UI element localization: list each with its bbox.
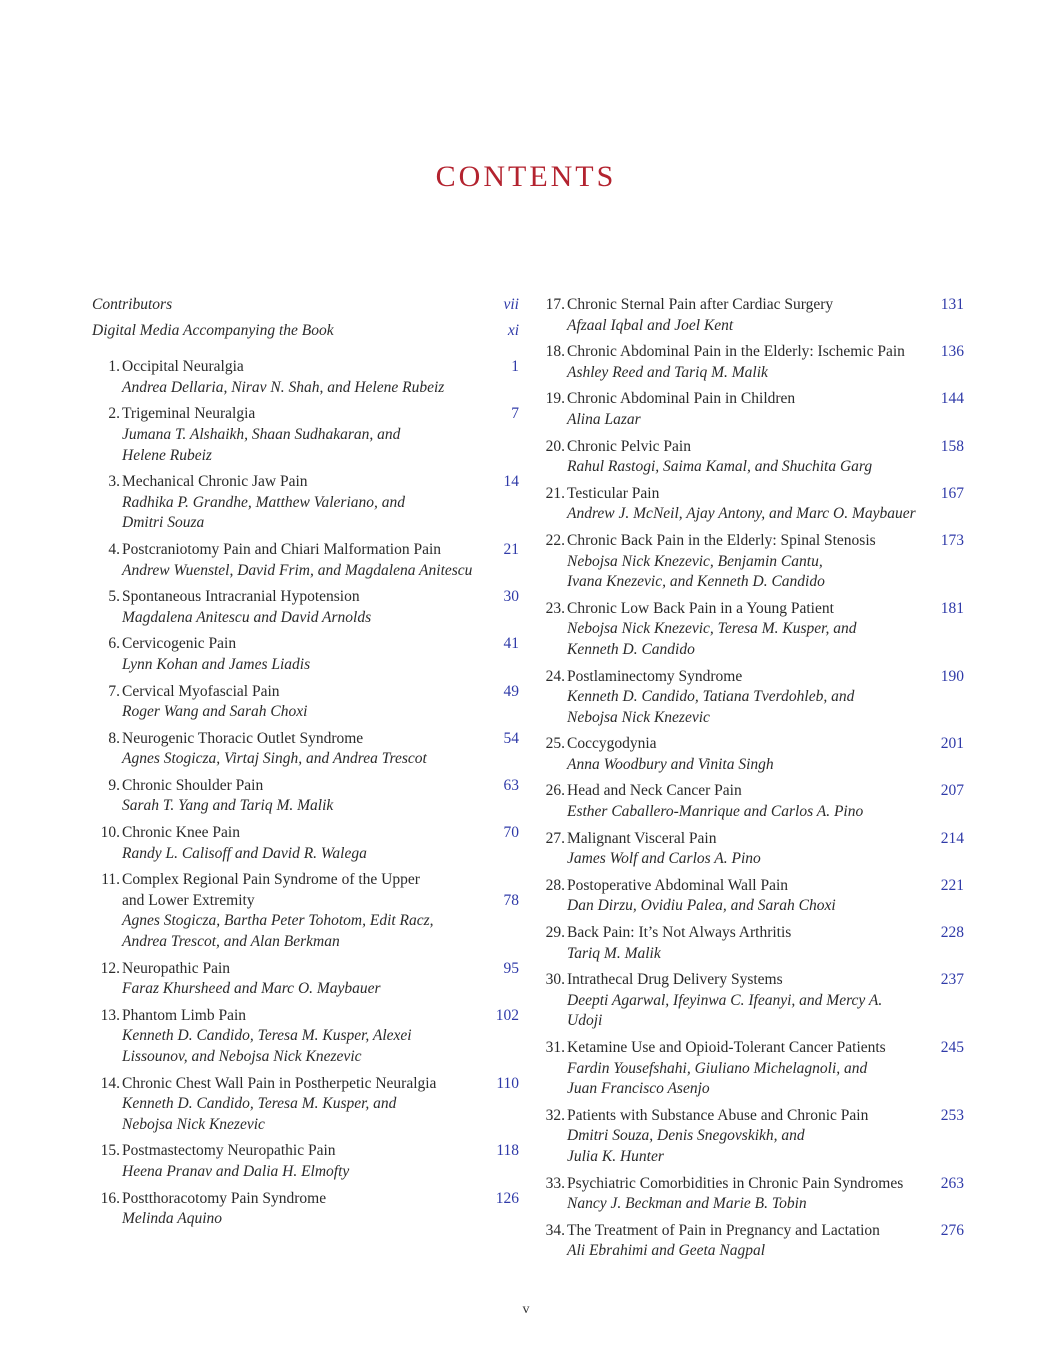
chapter-authors: Magdalena Anitescu and David Arnolds: [122, 608, 372, 626]
toc-entry[interactable]: [537, 1038, 964, 1100]
chapter-title: Cervicogenic Pain: [122, 635, 237, 653]
chapter-title: Postlaminectomy Syndrome: [567, 667, 743, 685]
toc-entry[interactable]: [92, 1141, 519, 1182]
chapter-title: Occipital Neuralgia: [122, 358, 244, 376]
chapter-authors: Dmitri Souza: [122, 514, 205, 532]
chapter-text: [567, 923, 964, 964]
chapter-authors: Ali Ebrahimi and Geeta Nagpal: [567, 1242, 766, 1260]
page-number: 263: [940, 1174, 964, 1192]
page-number: 207: [940, 782, 964, 800]
chapter-number: 26.: [545, 782, 565, 800]
chapter-title: Chronic Back Pain in the Elderly: Spinal Stenosis: [567, 531, 876, 549]
chapter-number: 31.: [545, 1039, 565, 1056]
toc-entry[interactable]: [92, 540, 519, 581]
page-number: 21: [503, 540, 519, 558]
chapter-title: Intrathecal Drug Delivery Systems: [567, 971, 783, 989]
toc-entry[interactable]: [537, 437, 964, 478]
chapter-text: [567, 342, 964, 383]
chapter-text: [567, 734, 964, 775]
chapter-authors: Roger Wang and Sarah Choxi: [122, 703, 308, 721]
chapter-authors: Kenneth D. Candido, Tatiana Tverdohleb, and: [567, 688, 855, 706]
chapter-number: 9.: [108, 776, 120, 794]
toc-entry[interactable]: [92, 1074, 519, 1136]
chapter-number: 4.: [108, 540, 120, 558]
chapter-title: and Lower Extremity: [122, 891, 255, 909]
chapter-title: Complex Regional Pain Syndrome of the Upper: [122, 871, 420, 889]
chapter-title: Chronic Abdominal Pain in Children: [567, 390, 796, 408]
page-title: CONTENTS: [435, 160, 617, 193]
chapter-text: [567, 781, 964, 822]
chapter-title: Ketamine Use and Opioid-Tolerant Cancer Patients: [567, 1039, 886, 1056]
chapter-authors: Kenneth D. Candido, Teresa M. Kusper, Alexei: [122, 1027, 412, 1045]
chapter-text: [122, 357, 519, 398]
chapter-title: Postmastectomy Neuropathic Pain: [122, 1142, 336, 1160]
page-number: 63: [503, 776, 519, 794]
chapter-text: [122, 823, 519, 864]
page-number: 126: [495, 1189, 519, 1207]
chapter-number: 32.: [545, 1106, 565, 1124]
toc-entry[interactable]: [92, 404, 519, 466]
chapter-number: 12.: [100, 959, 120, 977]
chapter-title: Spontaneous Intracranial Hypotension: [122, 588, 360, 606]
chapter-title: Phantom Limb Pain: [122, 1006, 246, 1024]
chapter-title: Head and Neck Cancer Pain: [567, 782, 742, 800]
chapter-title: Back Pain: It’s Not Always Arthritis: [567, 924, 792, 942]
chapter-authors: Andrea Dellaria, Nirav N. Shah, and Helene Rubeiz: [122, 378, 445, 396]
chapter-title: Neuropathic Pain: [122, 959, 231, 977]
chapter-text: [122, 1074, 519, 1136]
page-number: 30: [503, 588, 519, 606]
chapter-authors: Alina Lazar: [567, 410, 641, 428]
chapter-number: 7.: [108, 682, 120, 700]
chapter-text: [567, 389, 964, 430]
page-number: 110: [496, 1074, 519, 1092]
chapter-text: [122, 1006, 519, 1068]
toc-entry[interactable]: [92, 1189, 519, 1230]
entry-title: Contributors: [92, 296, 173, 313]
page-number: 102: [495, 1006, 519, 1024]
chapter-number: 1.: [108, 358, 120, 376]
chapter-number: 33.: [545, 1174, 565, 1192]
chapter-text: [122, 729, 519, 770]
page-number: 131: [940, 296, 964, 313]
page-number: 54: [503, 729, 519, 747]
chapter-authors: Melinda Aquino: [122, 1210, 223, 1228]
toc-entry[interactable]: [537, 876, 964, 917]
chapter-number: 3.: [108, 473, 120, 491]
front-matter-entry[interactable]: [92, 295, 519, 316]
chapter-text: [122, 682, 519, 723]
toc-entry[interactable]: [92, 870, 519, 952]
page-number: 118: [496, 1142, 519, 1160]
chapter-authors: Andrew Wuenstel, David Frim, and Magdalena Anitescu: [122, 561, 473, 579]
chapter-number: 6.: [108, 635, 120, 653]
chapter-title: Cervical Myofascial Pain: [122, 682, 280, 700]
chapter-number: 34.: [545, 1221, 565, 1239]
page-number: 237: [940, 971, 964, 989]
chapter-authors: Nebojsa Nick Knezevic: [122, 1115, 265, 1133]
chapter-authors: Andrew J. McNeil, Ajay Antony, and Marc O. Maybauer: [567, 505, 916, 523]
toc-entry[interactable]: [537, 667, 964, 729]
page-number: 1: [511, 358, 519, 376]
page-number: 70: [503, 824, 519, 842]
page-number: 158: [940, 437, 964, 455]
toc-entry[interactable]: [92, 729, 519, 770]
toc-entry[interactable]: [92, 357, 519, 398]
chapter-text: [122, 959, 519, 1000]
toc-entry[interactable]: [92, 776, 519, 817]
toc-entry[interactable]: [92, 682, 519, 723]
chapter-authors: Faraz Khursheed and Marc O. Maybauer: [122, 980, 381, 998]
chapter-authors: Kenneth D. Candido: [567, 640, 695, 658]
page-number: 190: [940, 667, 964, 685]
chapter-authors: Sarah T. Yang and Tariq M. Malik: [122, 797, 334, 815]
chapter-authors: Fardin Yousefshahi, Giuliano Michelagnoli, and: [567, 1059, 868, 1077]
page-number: 221: [940, 876, 964, 894]
toc-entry[interactable]: [92, 472, 519, 534]
chapter-text: [122, 776, 519, 817]
chapter-number: 2.: [108, 405, 120, 423]
chapter-number: 29.: [545, 924, 565, 942]
chapter-authors: Heena Pranav and Dalia H. Elmofty: [122, 1162, 350, 1180]
chapter-text: [122, 1189, 519, 1230]
toc-entry[interactable]: [537, 781, 964, 822]
chapter-text: [122, 404, 519, 466]
chapter-title: Malignant Visceral Pain: [567, 829, 717, 847]
chapter-authors: Dmitri Souza, Denis Snegovskikh, and: [567, 1127, 805, 1145]
toc-entry[interactable]: [537, 295, 964, 336]
chapter-text: [122, 540, 519, 581]
chapter-authors: Agnes Stogicza, Bartha Peter Tohotom, Edit Racz,: [122, 912, 434, 930]
toc-entry[interactable]: [92, 823, 519, 864]
front-matter-entry[interactable]: [92, 321, 519, 342]
chapter-authors: Rahul Rastogi, Saima Kamal, and Shuchita Garg: [567, 458, 873, 476]
chapter-title: Postthoracotomy Pain Syndrome: [122, 1189, 327, 1207]
chapter-text: [567, 1038, 964, 1100]
chapter-authors: Nancy J. Beckman and Marie B. Tobin: [567, 1195, 807, 1213]
contents-column-right: [537, 295, 964, 1268]
chapter-text: [567, 667, 964, 729]
chapter-authors: Esther Caballero-Manrique and Carlos A. Pino: [567, 803, 864, 821]
chapter-authors: Ashley Reed and Tariq M. Malik: [567, 363, 768, 381]
page-number: 173: [940, 531, 964, 549]
page-number: xi: [507, 321, 519, 339]
chapter-title: Mechanical Chronic Jaw Pain: [122, 473, 308, 491]
toc-entry[interactable]: [537, 970, 964, 1032]
chapter-text: [567, 876, 964, 917]
page-number: 7: [511, 405, 519, 423]
entry-title: Digital Media Accompanying the Book: [92, 321, 334, 339]
chapter-authors: Radhika P. Grandhe, Matthew Valeriano, and: [122, 493, 405, 511]
chapter-title: Psychiatric Comorbidities in Chronic Pain Syndromes: [567, 1174, 904, 1192]
chapter-text: [567, 829, 964, 870]
contents-column-left: [92, 295, 519, 1236]
chapter-authors: Julia K. Hunter: [567, 1147, 664, 1165]
chapter-authors: Deepti Agarwal, Ifeyinwa C. Ifeanyi, and Mercy A. Udoji: [567, 991, 883, 1030]
page-number: 167: [940, 484, 964, 502]
chapter-authors: Nebojsa Nick Knezevic, Benjamin Cantu,: [567, 552, 823, 570]
toc-entry[interactable]: [537, 484, 964, 525]
chapter-authors: Randy L. Calisoff and David R. Walega: [122, 844, 367, 862]
chapter-number: 10.: [100, 824, 120, 842]
chapter-text: [567, 295, 964, 336]
chapter-title: Postoperative Abdominal Wall Pain: [567, 876, 789, 894]
toc-entry[interactable]: [92, 587, 519, 628]
toc-entry[interactable]: [92, 959, 519, 1000]
chapter-text: [122, 870, 519, 952]
page-number: 253: [940, 1106, 964, 1124]
chapter-number: 14.: [100, 1074, 120, 1092]
chapter-number: 8.: [108, 729, 120, 747]
page-number: 201: [940, 735, 964, 753]
chapter-title: Chronic Shoulder Pain: [122, 776, 264, 794]
chapter-title: Chronic Pelvic Pain: [567, 437, 691, 455]
chapter-number: 27.: [545, 829, 565, 847]
chapter-authors: Agnes Stogicza, Virtaj Singh, and Andrea Trescot: [122, 750, 427, 768]
chapter-authors: James Wolf and Carlos A. Pino: [567, 850, 761, 868]
toc-entry[interactable]: [537, 923, 964, 964]
chapter-text: [567, 599, 964, 661]
page-number: 95: [503, 959, 519, 977]
chapter-number: 17.: [545, 296, 565, 313]
chapter-title: The Treatment of Pain in Pregnancy and Lactation: [567, 1221, 880, 1239]
chapter-number: 11.: [101, 871, 120, 889]
page-number: 136: [940, 343, 964, 361]
chapter-title: Postcraniotomy Pain and Chiari Malformation Pain: [122, 540, 441, 558]
chapter-title: Neurogenic Thoracic Outlet Syndrome: [122, 729, 364, 747]
chapter-text: [567, 1106, 964, 1168]
chapter-title: Chronic Sternal Pain after Cardiac Surgery: [567, 296, 834, 313]
toc-entry[interactable]: [537, 1221, 964, 1262]
chapter-number: 15.: [100, 1142, 120, 1160]
page-number: 228: [940, 924, 964, 942]
chapter-number: 21.: [545, 484, 565, 502]
page-number: 49: [503, 682, 519, 700]
chapter-authors: Nebojsa Nick Knezevic: [567, 708, 710, 726]
toc-entry[interactable]: [537, 389, 964, 430]
chapter-text: [567, 531, 964, 593]
chapter-authors: Jumana T. Alshaikh, Shaan Sudhakaran, and: [122, 425, 401, 443]
toc-entry[interactable]: [537, 734, 964, 775]
toc-entry[interactable]: [537, 829, 964, 870]
chapter-authors: Afzaal Iqbal and Joel Kent: [567, 316, 734, 334]
page-number: vii: [503, 296, 519, 313]
chapter-authors: Nebojsa Nick Knezevic, Teresa M. Kusper, and: [567, 620, 857, 638]
chapter-authors: Andrea Trescot, and Alan Berkman: [122, 933, 340, 951]
chapter-authors: Helene Rubeiz: [122, 446, 212, 464]
page-number: 144: [940, 390, 964, 408]
chapter-text: [122, 634, 519, 675]
chapter-text: [122, 1141, 519, 1182]
page-number: 14: [503, 473, 519, 491]
chapter-number: 28.: [545, 876, 565, 894]
page-number: 214: [940, 829, 964, 847]
page-folio: v: [522, 1302, 530, 1317]
chapter-number: 18.: [545, 343, 565, 361]
chapter-number: 5.: [108, 588, 120, 606]
chapter-number: 16.: [100, 1189, 120, 1207]
chapter-text: [567, 970, 964, 1032]
page-number: 245: [940, 1039, 964, 1056]
toc-entry[interactable]: [537, 1174, 964, 1215]
chapter-text: [122, 587, 519, 628]
toc-entry[interactable]: [92, 1006, 519, 1068]
toc-entry[interactable]: [537, 1106, 964, 1168]
chapter-text: [567, 1221, 964, 1262]
chapter-title: Patients with Substance Abuse and Chronic Pain: [567, 1106, 869, 1124]
chapter-number: 22.: [545, 531, 565, 549]
chapter-title: Chronic Knee Pain: [122, 824, 240, 842]
page-number: 276: [940, 1221, 964, 1239]
page-number: 78: [503, 891, 519, 909]
chapter-number: 25.: [545, 735, 565, 753]
chapter-number: 13.: [100, 1006, 120, 1024]
chapter-authors: Juan Francisco Asenjo: [567, 1080, 710, 1098]
chapter-number: 24.: [545, 667, 565, 685]
chapter-text: [567, 437, 964, 478]
chapter-authors: Anna Woodbury and Vinita Singh: [567, 755, 774, 773]
chapter-number: 23.: [545, 599, 565, 617]
toc-entry[interactable]: [537, 342, 964, 383]
chapter-authors: Lynn Kohan and James Liadis: [122, 655, 311, 673]
chapter-text: [567, 1174, 964, 1215]
page-number: 181: [940, 599, 964, 617]
toc-entry[interactable]: [92, 634, 519, 675]
toc-entry[interactable]: [537, 531, 964, 593]
chapter-authors: Dan Dirzu, Ovidiu Palea, and Sarah Choxi: [567, 897, 836, 915]
chapter-title: Chronic Low Back Pain in a Young Patient: [567, 599, 834, 617]
page-number: 41: [503, 635, 519, 653]
toc-entry[interactable]: [537, 599, 964, 661]
chapter-number: 20.: [545, 437, 565, 455]
chapter-number: 19.: [545, 390, 565, 408]
chapter-text: [567, 484, 964, 525]
chapter-authors: Kenneth D. Candido, Teresa M. Kusper, and: [122, 1095, 397, 1113]
chapter-authors: Tariq M. Malik: [567, 944, 661, 962]
chapter-title: Coccygodynia: [567, 735, 657, 753]
chapter-authors: Lissounov, and Nebojsa Nick Knezevic: [122, 1048, 362, 1065]
chapter-text: [122, 472, 519, 534]
chapter-number: 30.: [545, 971, 565, 989]
chapter-title: Chronic Chest Wall Pain in Postherpetic Neuralgia: [122, 1074, 437, 1092]
chapter-title: Chronic Abdominal Pain in the Elderly: Ischemic Pain: [567, 343, 905, 361]
chapter-authors: Ivana Knezevic, and Kenneth D. Candido: [567, 573, 825, 591]
chapter-title: Testicular Pain: [567, 484, 660, 502]
chapter-title: Trigeminal Neuralgia: [122, 405, 256, 423]
